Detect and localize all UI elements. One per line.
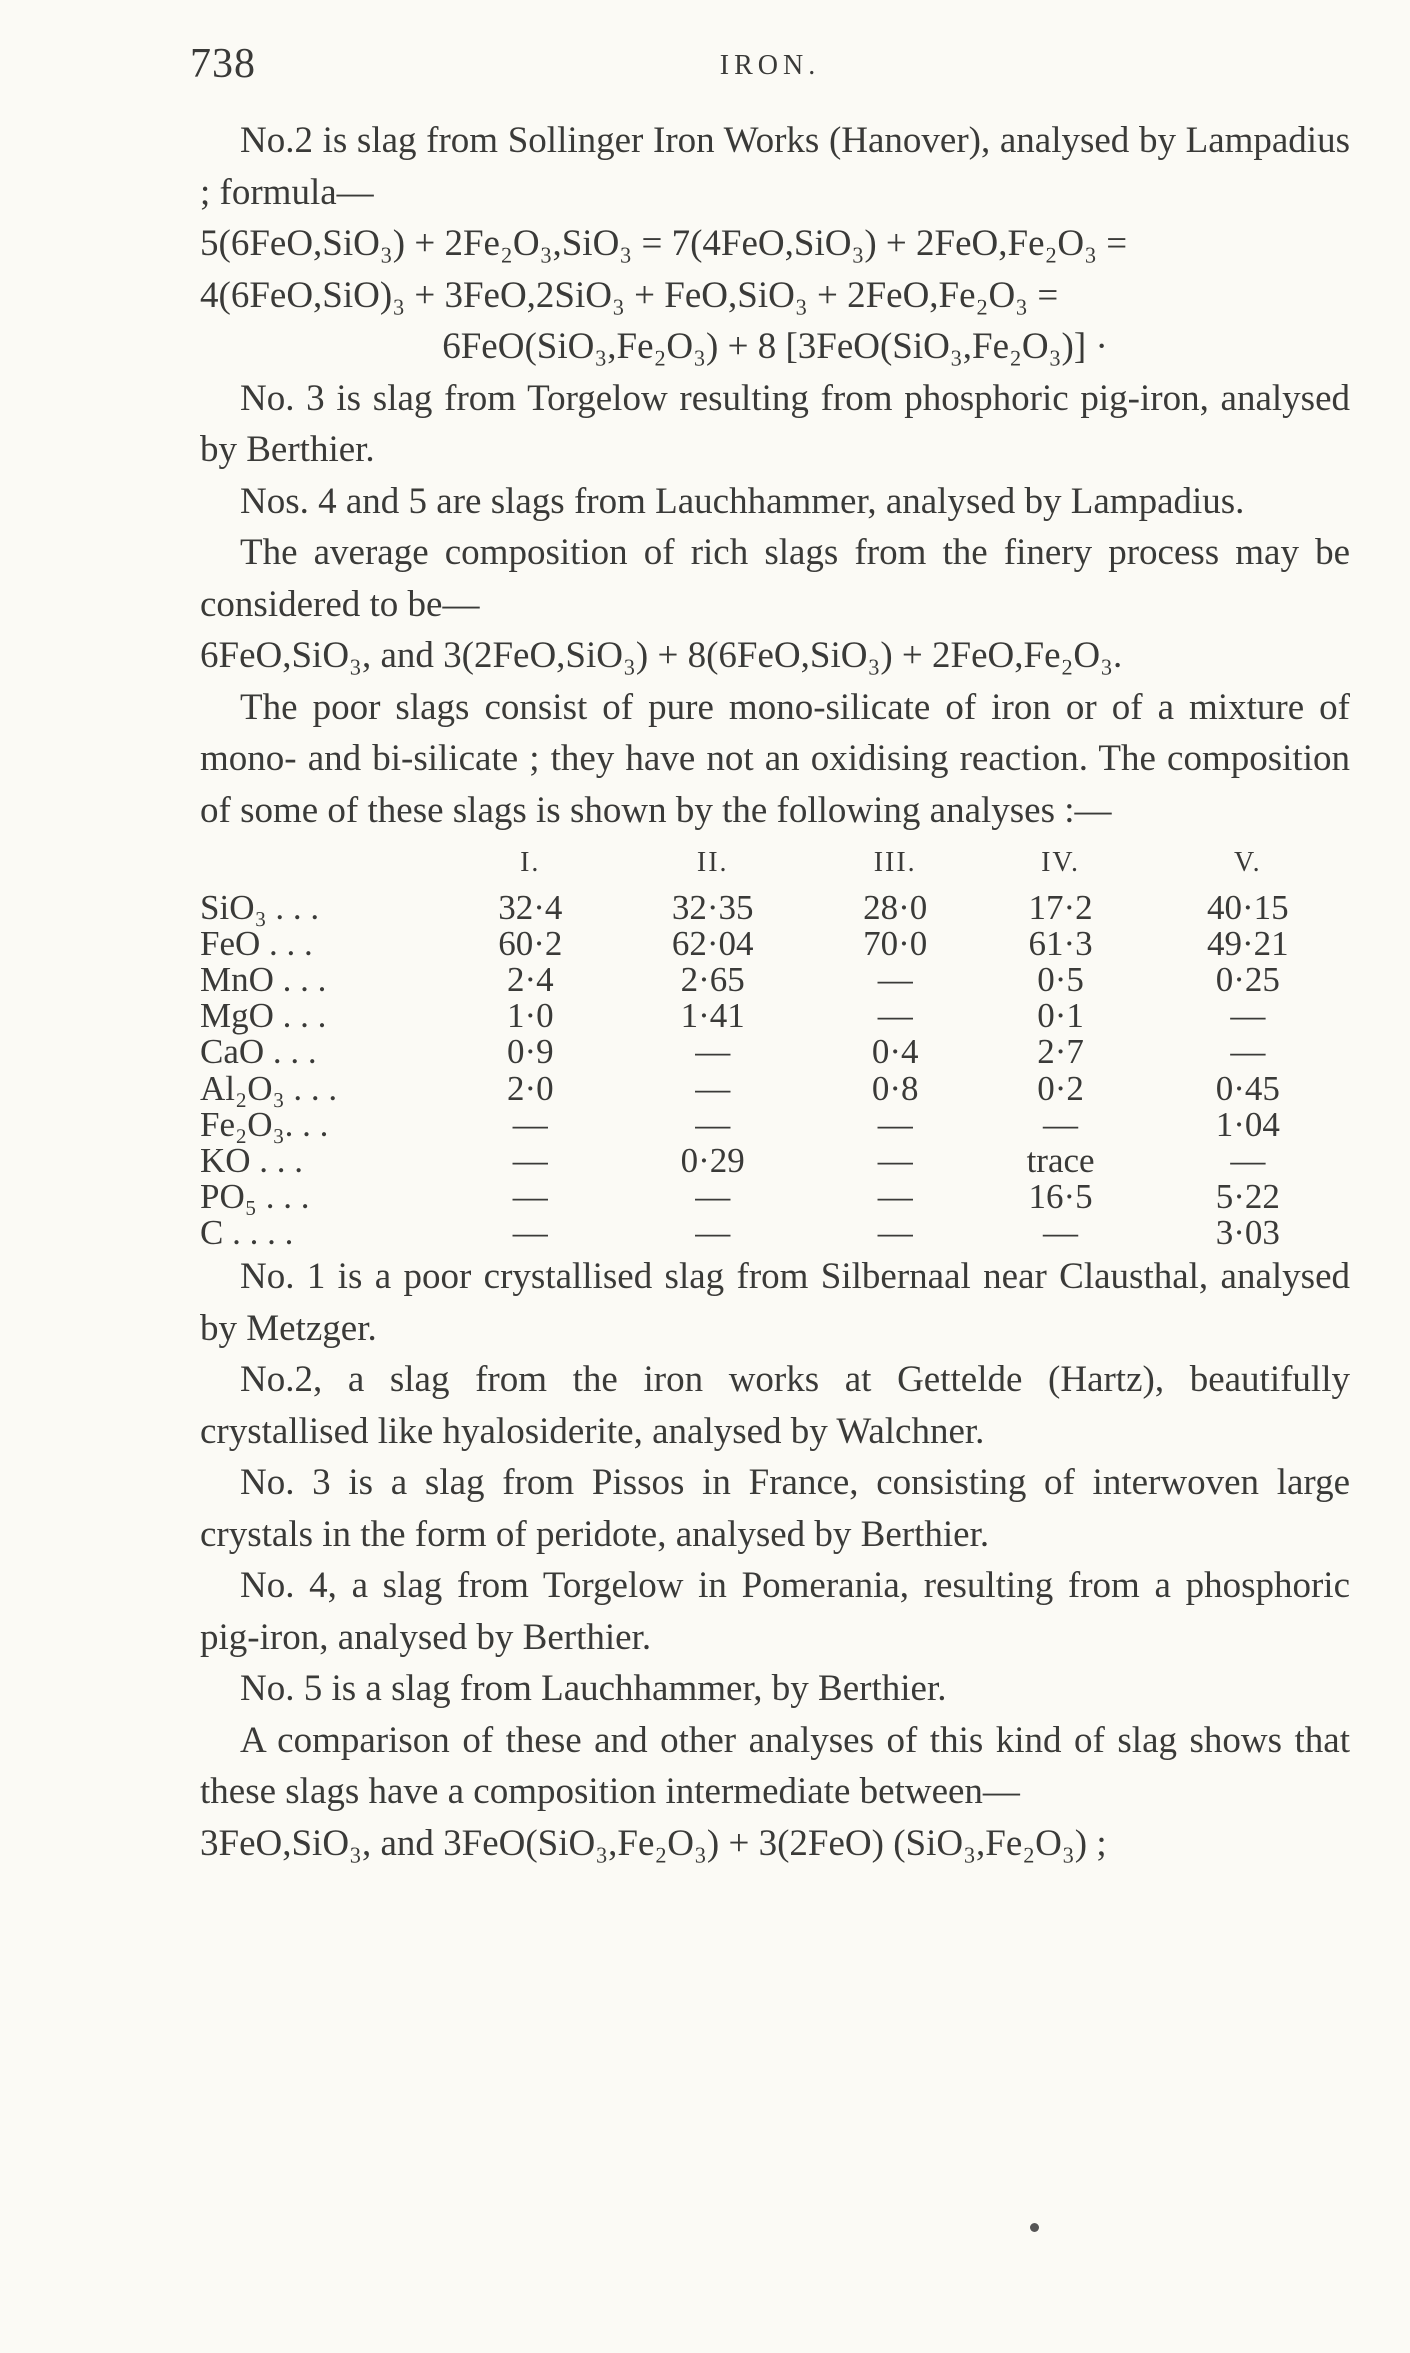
formula-line: 5(6FeO,SiO₃) + 2Fe₂O₃,SiO₃ = 7(4FeO,SiO₃) + 2FeO,Fe₂O₃ = [200,223,1128,264]
table-cell: 61·3 [1028,923,1093,963]
row-label: Fe₂O₃. . . [200,1104,329,1144]
table-cell: 60·2 [498,923,563,963]
formula-line: 6FeO,SiO₃, and 3(2FeO,SiO₃) + 8(6FeO,SiO₃) + 2FeO,Fe₂O₃. [200,635,1123,676]
page-number: 738 [190,41,256,87]
table-cell: 62·04 [671,923,754,963]
paragraph: A comparison of these and other analyses of this kind of slag shows that these slags have a composition intermediate between— [200,1719,1350,1813]
table-cell: — [1230,1032,1266,1072]
table-cell: 70·0 [863,923,928,963]
table-cell: — [695,1177,731,1217]
page-header [190,40,1350,100]
table-cell: 17·2 [1028,887,1093,927]
row-label: CaO . . . [200,1032,317,1072]
paragraph: No. 1 is a poor crystallised slag from Silbernaal near Clausthal, analysed by Metzger. [200,1256,1350,1349]
table-cell: 2·0 [506,1068,554,1108]
row-label: Al₂O₃ . . . [200,1068,338,1108]
table-row [200,1070,1350,1106]
table-cell: 32·4 [498,887,563,927]
printer-dot [1030,2223,1039,2232]
table-cell: — [695,1213,731,1253]
analyses-table [200,836,1350,1251]
table-cell: 2·65 [680,959,745,999]
table-cell: 49·21 [1206,923,1289,963]
paragraph: No. 5 is a slag from Lauchhammer, by Berthier. [240,1668,947,1710]
formula-line: 4(6FeO,SiO)₃ + 3FeO,2SiO₃ + FeO,SiO₃ + 2FeO,Fe₂O₃ = [200,274,1059,316]
table-cell: — [877,996,913,1036]
table-cell: 0·45 [1215,1068,1280,1108]
table-cell: — [1230,996,1266,1036]
table-row [200,926,1350,962]
column-header: I. [520,847,541,878]
table-cell: 0·29 [680,1140,745,1180]
table-row [200,1179,1350,1215]
formula-line: 6FeO(SiO₃,Fe₂O₃) + 8 [3FeO(SiO₃,Fe₂O₃)] · [442,326,1108,367]
formula-line: 3FeO,SiO₃, and 3FeO(SiO₃,Fe₂O₃) + 3(2FeO) (SiO₃,Fe₂O₃) ; [200,1822,1107,1864]
table-cell: — [877,1140,913,1180]
row-label: KO . . . [200,1140,304,1180]
table-cell: 0·25 [1215,959,1280,999]
table-cell: — [877,1104,913,1144]
table-row [200,998,1350,1034]
table-cell: 32·35 [671,887,754,927]
table-row [200,1034,1350,1070]
table-cell: trace [1026,1140,1095,1180]
table-cell: 2·4 [506,959,554,999]
row-label: MnO . . . [200,959,327,999]
table-cell: — [695,1104,731,1144]
table-cell: 0·1 [1037,996,1084,1036]
table-cell: 1·0 [506,996,554,1036]
table-cell: 5·22 [1215,1177,1280,1217]
body-text [200,115,1350,1869]
table-cell: — [877,1177,913,1217]
paragraph: The average composition of rich slags from the finery process may be considered to be— [200,532,1350,625]
table-cell: 28·0 [863,887,928,927]
table-cell: — [1043,1213,1079,1253]
paragraph: No.2, a slag from the iron works at Gettelde (Hartz), beautifully crystallised like hyalosiderite, analysed by Walchner. [200,1359,1350,1452]
table-cell: 3·03 [1215,1213,1280,1253]
row-label: C . . . . [200,1213,294,1253]
table-cell: — [512,1104,548,1144]
table-cell: 0·2 [1037,1068,1084,1108]
table-cell: — [512,1140,548,1180]
table-corner [200,836,450,890]
table-cell: — [1043,1104,1079,1144]
table-cell: 16·5 [1028,1177,1093,1217]
table-cell: — [695,1032,731,1072]
column-header: III. [873,847,917,878]
table-cell: — [1230,1140,1266,1180]
column-header: II. [696,847,729,878]
paragraph: No. 4, a slag from Torgelow in Pomerania, resulting from a phosphoric pig-iron, analysed by Berthier. [200,1565,1350,1658]
table-cell: — [877,959,913,999]
table-cell: — [512,1177,548,1217]
table-header-row [200,836,1350,890]
table-cell: — [695,1068,731,1108]
paragraph: No. 3 is slag from Torgelow resulting from phosphoric pig-iron, analysed by Berthier. [200,377,1350,470]
row-label: SiO₃ . . . [200,887,320,927]
row-label: PO₅ . . . [200,1177,310,1217]
running-title: IRON. [719,50,821,81]
table-cell: 1·04 [1215,1104,1280,1144]
row-label: FeO . . . [200,923,313,963]
table-cell: 1·41 [680,996,745,1036]
table-row [200,1215,1350,1251]
row-label: MgO . . . [200,996,327,1036]
table-cell: 2·7 [1037,1032,1084,1072]
paragraph: No.2 is slag from Sollinger Iron Works (Hanover), analysed by Lampadius ; formula— [200,120,1350,213]
table-cell: 0·9 [506,1032,554,1072]
table-row [200,1143,1350,1179]
table-cell: 40·15 [1206,887,1289,927]
table-cell: 0·5 [1037,959,1084,999]
table-row [200,962,1350,998]
table-cell: 0·4 [871,1032,919,1072]
table-cell: — [512,1213,548,1253]
paragraph: No. 3 is a slag from Pissos in France, consisting of interwoven large crystals in the form of peridote, analysed by Berthier. [200,1462,1350,1555]
paragraph: The poor slags consist of pure mono-silicate of iron or of a mixture of mono- and bi-silicate ; they have not an oxidising reaction. The composition of some of these slags is shown by the following analyses :— [200,686,1350,831]
table-row [200,1107,1350,1143]
column-header: IV. [1041,847,1081,878]
table-cell: — [877,1213,913,1253]
table-row [200,890,1350,926]
table-body [200,887,1350,1253]
table-cell: 0·8 [871,1068,919,1108]
column-header: V. [1234,847,1262,878]
paragraph: Nos. 4 and 5 are slags from Lauchhammer, analysed by Lampadius. [240,480,1245,522]
